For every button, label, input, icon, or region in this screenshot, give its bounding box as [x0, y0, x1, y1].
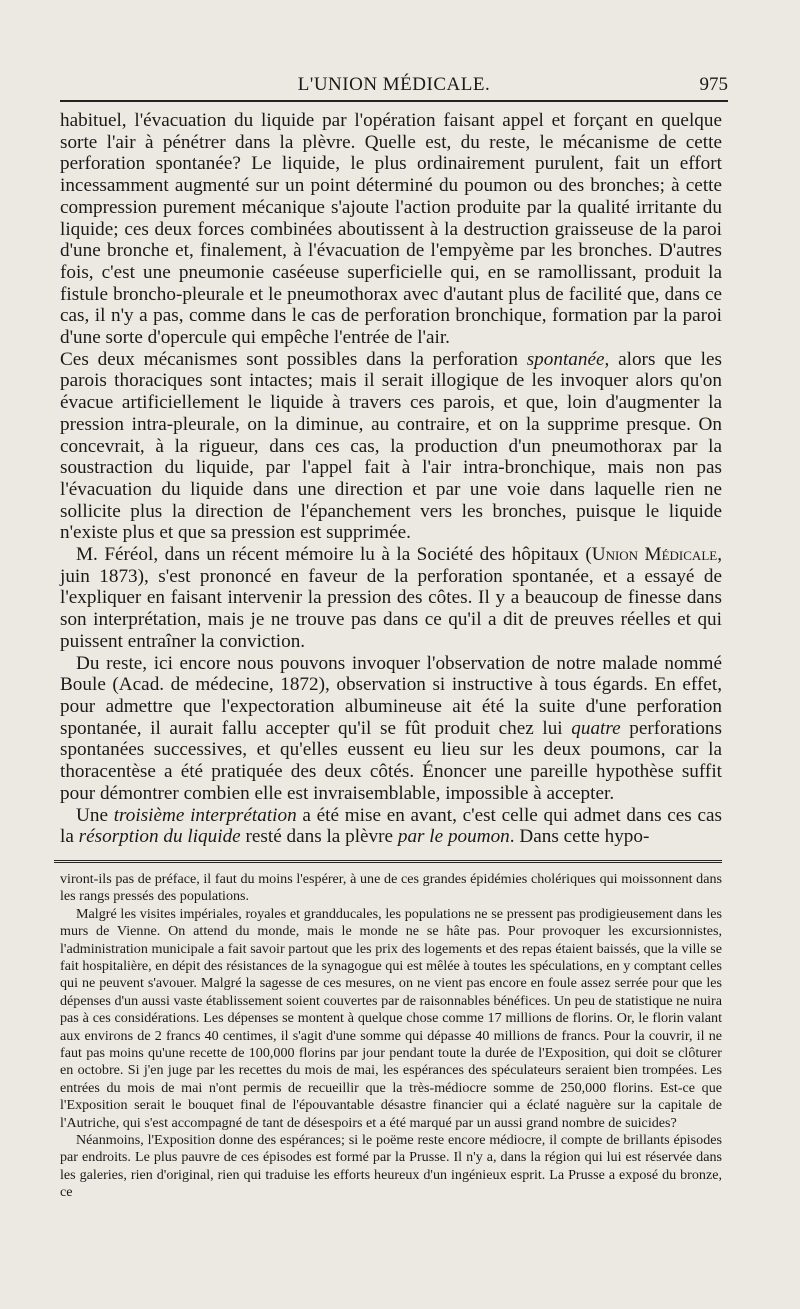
- text-run: resté dans la plèvre: [240, 826, 398, 848]
- paragraph-1: habituel, l'évacuation du liquide par l'opération faisant appel et forçant en quelque sorte l'air à pénétrer dans la plèvre. Quelle est, du reste, le mécanisme de cette perforation spontanée? Le liquide, le plus ordinairement purulent, fait un effort incessamment augmenté sur un point déterminé du poumon ou des bronches; à cette compression purement mécanique s'ajoute l'action produite par la qualité irritante du liquide; ces deux forces combinées aboutissent à la destruction graisseuse de la paroi d'une bronche et, finalement, à l'évacuation de l'empyème par les bronches. D'autres fois, c'est une pneumonie caséeuse superficielle qui, en se ramollissant, produit la fistule broncho-pleurale et le pneumothorax avec d'autant plus de facilité que, dans ce cas, il n'y a pas, comme dans le cas de perforation bronchique, formation par la paroi d'une sorte d'opercule qui empêche l'entrée de l'air.: [60, 110, 722, 349]
- main-text: [60, 110, 722, 848]
- text-run: . Dans cette hypo-: [509, 826, 650, 848]
- feuilleton-paragraph-2: Malgré les visites impériales, royales et grandducales, les populations ne se pressent pas prodigieusement dans les murs de Vienne. On attend du monde, mais le monde ne se hâte pas. Pour provoquer les excursionnistes, l'administration municipale a fait savoir partout que les prix des logements et des repas étaient baissés, que la ville se fait hospitalière, en dépit des résistances de la synagogue qui est mêlée à toutes les spéculations, en y comptant celles qui ne peuvent s'avouer. Malgré la sagesse de ces mesures, on ne vient pas encore en foule assez serrée pour que les dépenses d'un aussi vaste établissement soient couvertes par de raisonnables bénéfices. Un peu de statistique ne nuira pas à ces considérations. Les dépenses se montent à quelque chose comme 17 millions de florins. Or, le florin valant aux environs de 2 francs 40 centimes, il s'agit d'une somme qui dépasse 40 millions de francs. Pour la couvrir, il ne faut pas moins qu'une recette de 100,000 florins par jour pendant toute la durée de l'Exposition, qui doit se clôturer en octobre. Si j'en juge par les recettes du mois de mai, les espérances des spéculateurs seraient bien trompées. Les entrées du mois de mai n'ont permis de recueillir que la très-médiocre somme de 250,000 florins. Est-ce que l'Exposition serait le bouquet final de l'épouvantable désastre financier qui a éclaté naguère sur la capitale de l'Autriche, qui s'est accompagné de tant de désespoirs et a été marqué par un aussi grand nombre de suicides?: [60, 905, 722, 1131]
- paragraph-5: [60, 805, 722, 848]
- emphasis: troisième interprétation: [113, 804, 297, 826]
- feuilleton-paragraph-1: viront-ils pas de préface, il faut du moins l'espérer, à une de ces grandes épidémies cholériques qui moissonnent dans les rangs pressés des populations.: [60, 870, 722, 905]
- text-run: , alors que les parois thoraciques sont intactes; mais il serait illogique de les invoquer alors qu'on évacue artificiellement le liquide à travers ces parois, et que, loin d'augmenter la pression intra-pleurale, on la diminue, au contraire, et on la supprime presque. On concevrait, à la rigueur, dans ces cas, la production d'un pneumothorax par la soustraction du liquide, par l'appel fait à l'air intra-bronchique, mais non pas l'évacuation du liquide dans une direction et par une voie dans laquelle rien ne sollicite plus la direction de l'épanchement vers les bronches, puisque le liquide n'existe plus et que sa pression est supprimée.: [60, 348, 722, 544]
- text-run: Du reste, ici encore nous pouvons invoquer l'observation de notre malade nommé Boule (Acad. de médecine, 1872), observation si instructive à tous égards. En effet, pour admettre que l'expectoration albumineuse ait été la suite d'une perforation spontanée, il aurait fallu accepter qu'il se fût produit chez lui: [60, 652, 722, 739]
- text-run: Une: [76, 804, 114, 826]
- emphasis: quatre: [571, 717, 621, 739]
- text-run: , juin 1873), s'est prononcé en faveur de la perforation spontanée, et a essayé de l'expliquer en faisant intervenir la pression des côtes. Il y a beaucoup de finesse dans son interprétation, mais je ne trouve pas dans ce qu'il a dit de preuves réelles et qui puissent entraîner la conviction.: [60, 544, 723, 652]
- text-run: a été mise en avant, c'est celle qui admet dans ces cas la: [60, 804, 722, 848]
- text-run: perforations spontanées successives, et qu'elles eussent eu lieu sur les deux poumons, car la thoracentèse a été pratiquée des deux côtés. Énoncer une pareille hypothèse suffit pour démontrer combien elle est invraisemblable, impossible à accepter.: [60, 717, 722, 804]
- text-run: Ces deux mécanismes sont possibles dans la perforation: [60, 348, 527, 370]
- emphasis: par le poumon: [397, 826, 510, 848]
- page-number: 975: [699, 74, 728, 95]
- feuilleton-text: [60, 871, 722, 1202]
- emphasis: résorption du liquide: [78, 826, 241, 848]
- text-run: M. Féréol, dans un récent mémoire lu à la Société des hôpitaux (: [76, 544, 592, 566]
- paragraph-4: [60, 653, 722, 805]
- running-header: [60, 66, 728, 102]
- feuilleton-paragraph-3: Néanmoins, l'Exposition donne des espérances; si le poëme reste encore médiocre, il compte de brillants épisodes par endroits. Le plus pauvre de ces épisodes est formé par la Prusse. Il n'y a, dans la région qui lui est réservée dans les galeries, rien d'original, rien qui traduise les efforts heureux d'un ingénieux esprit. La Prusse a exposé du bronze, ce: [60, 1132, 722, 1201]
- paragraph-2: [60, 349, 722, 544]
- running-title: L'UNION MÉDICALE.: [297, 74, 491, 95]
- paragraph-3: [60, 544, 722, 653]
- emphasis: spontanée: [526, 348, 605, 370]
- journal-name: Union Médicale: [591, 544, 718, 566]
- double-rule-divider: [54, 860, 722, 865]
